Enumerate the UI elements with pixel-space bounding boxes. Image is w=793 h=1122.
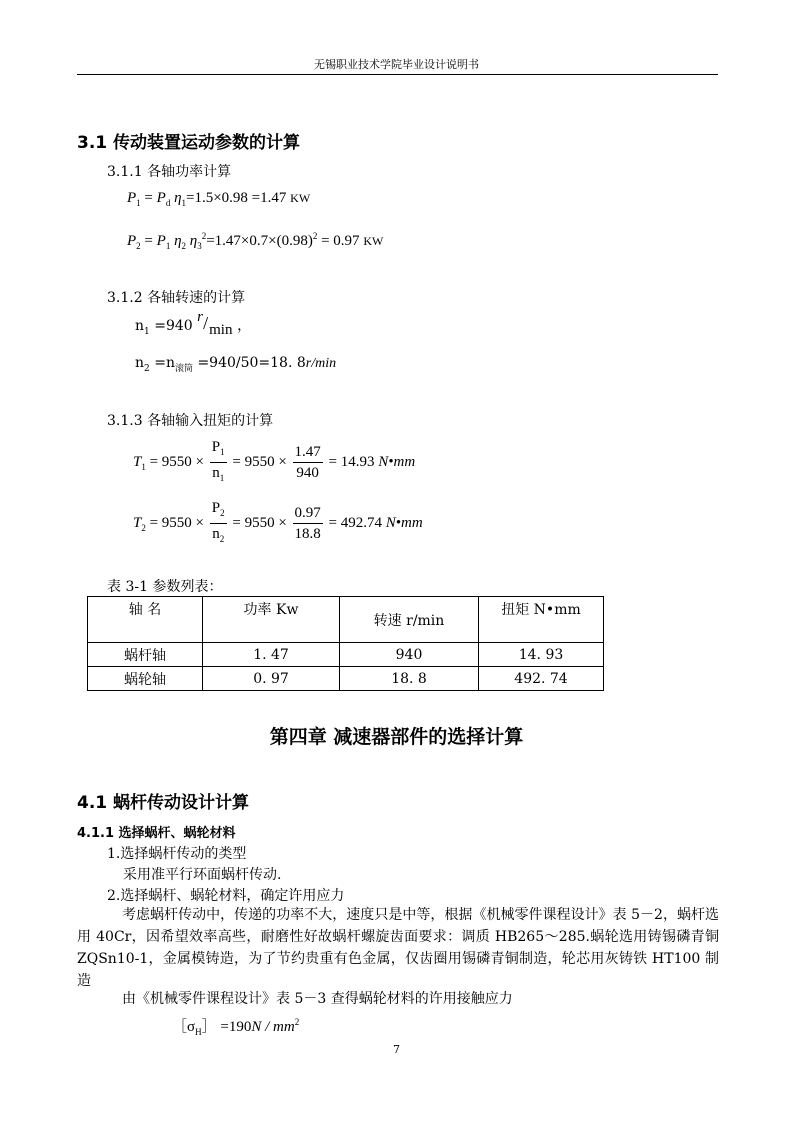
parameter-table bbox=[87, 596, 604, 691]
table-cell: 蜗杆轴 bbox=[88, 643, 203, 667]
subsection-3-1-1-heading: 3.1.1 各轴功率计算 bbox=[107, 164, 232, 180]
table-caption: 表 3-1 参数列表： bbox=[107, 579, 223, 595]
page-header: 无锡职业技术学院毕业设计说明书 bbox=[314, 58, 479, 71]
table-header-row bbox=[88, 597, 604, 643]
table-header-cell: 轴 名 bbox=[88, 597, 203, 643]
table-cell: 0. 97 bbox=[203, 667, 340, 691]
material-paragraph: 考虑蜗杆传动中，传递的功率不大，速度只是中等，根据《机械零件课程设计》表 5－2，蜗杆选用 40Cr，因希望效率高些，耐磨性好故蜗杆螺旋齿面要求：调质 HB265～285.蜗轮选用铸锡磷青铜 ZQSn10-1，金属模铸造，为了节约贵重有色金属，仅齿圈用锡磷青铜制造，轮芯用灰铸铁 HT100 制造 bbox=[77, 907, 719, 989]
header-rule bbox=[77, 74, 718, 75]
chapter-title: 第四章 减速器部件的选择计算 bbox=[269, 726, 524, 748]
torque-equation-1: $T_1 = 9550$ × $\frac{P_1}{n_1}$ = 9550 × $\frac{1.47}{940}$ = 14.93 N•mm bbox=[133, 439, 416, 483]
list-item-text: 采用准平行环面蜗杆传动. bbox=[123, 867, 282, 883]
table-cell: 940 bbox=[340, 643, 479, 667]
table-cell: 492. 74 bbox=[479, 667, 604, 691]
table-row bbox=[88, 643, 604, 667]
table-header-cell: 功率 Kw bbox=[203, 597, 340, 643]
speed-equation-2: $n_2 =n_{滚筒} =940/50=18$. 8r/min bbox=[135, 355, 337, 374]
table-header-cell: 扭矩 N•mm bbox=[479, 597, 604, 643]
section-3-1-heading: 3.1 传动装置运动参数的计算 bbox=[77, 133, 301, 153]
section-4-1-heading: 4.1 蜗杆传动设计计算 bbox=[77, 793, 250, 813]
table-row bbox=[88, 667, 604, 691]
table-header-cell: 转速 r/min bbox=[340, 597, 479, 643]
table-cell: 1. 47 bbox=[203, 643, 340, 667]
list-item: 2.选择蜗杆、蜗轮材料，确定许用应力 bbox=[107, 888, 345, 904]
section-4-1-1-heading: 4.1.1 选择蜗杆、蜗轮材料 bbox=[77, 826, 236, 841]
page-number: 7 bbox=[393, 1043, 400, 1056]
table-cell: 18. 8 bbox=[340, 667, 479, 691]
table-cell: 蜗轮轴 bbox=[88, 667, 203, 691]
reference-line: 由《机械零件课程设计》表 5－3 查得蜗轮材料的许用接触应力 bbox=[122, 991, 513, 1007]
torque-equation-2: $T_2 = 9550$ × $\frac{P_2}{n_2}$ = 9550 × $\frac{0.97}{18.8}$ = 492.74 N•mm bbox=[133, 500, 423, 544]
subsection-3-1-2-heading: 3.1.2 各轴转速的计算 bbox=[107, 290, 246, 306]
subsection-3-1-3-heading: 3.1.3 各轴输入扭矩的计算 bbox=[107, 413, 274, 429]
table-cell: 14. 93 bbox=[479, 643, 604, 667]
speed-equation-1: $n_1 =940$ r / min ， bbox=[135, 309, 252, 338]
allowable-stress-equation: $[\sigma_H] =190N / mm^2$ bbox=[172, 1017, 300, 1037]
power-equation-2: $P_2 = P_1$ $\eta_2$ $\eta_3^2=1.47\times 0.7\times(0.98)^2 = 0.97$ KW bbox=[127, 231, 384, 251]
list-item: 1.选择蜗杆传动的类型 bbox=[107, 846, 247, 862]
power-equation-1: $P_1 = P_d$ $\eta_1=1.5\times 0.98 =1.47$ KW bbox=[127, 190, 311, 208]
